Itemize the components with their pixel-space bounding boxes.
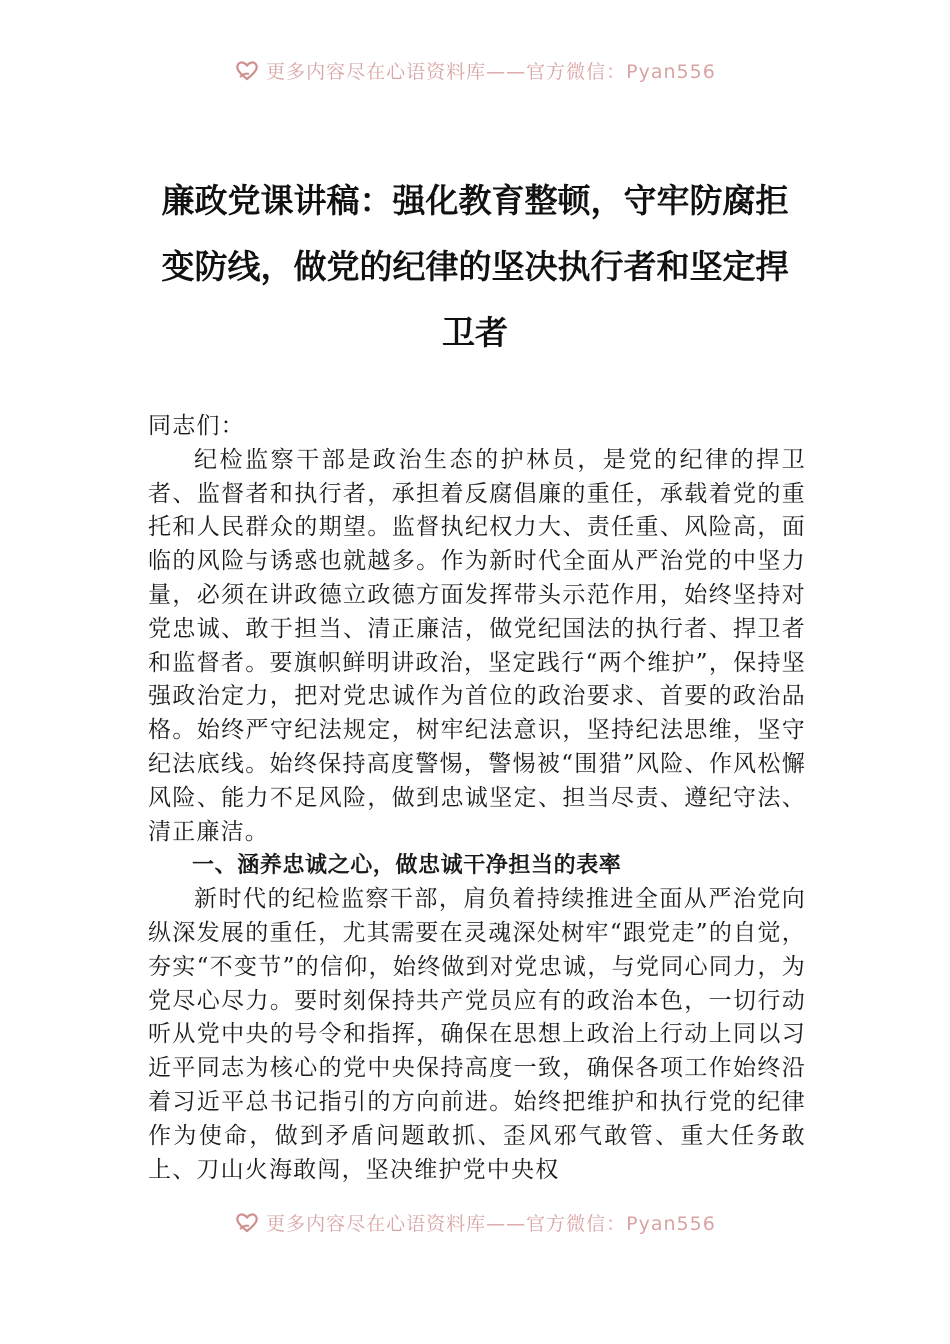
salutation: 同志们： [148,413,245,439]
heart-logo-icon [234,1209,260,1235]
watermark-text: 更多内容尽在心语资料库——官方微信：Pyan556 [266,1212,716,1235]
watermark-text: 更多内容尽在心语资料库——官方微信：Pyan556 [266,60,716,83]
watermark-footer [0,1206,950,1238]
heart-logo-icon [234,57,260,83]
document-body [148,410,806,1187]
body-paragraph: 新时代的纪检监察干部，肩负着持续推进全面从严治党向纵深发展的重任，尤其需要在灵魂深处树牢“跟党走”的自觉，夯实“不变节”的信仰，始终做到对党忠诚，与党同心同力，为党尽心尽力。要时刻保持共产党员应有的政治本色，一切行动听从党中央的号令和指挥，确保在思想上政治上行动上同以习近平同志为核心的党中央保持高度一致，确保各项工作始终沿着习近平总书记指引的方向前进。始终把维护和执行党的纪律作为使命，做到矛盾问题敢抓、歪风邪气敢管、重大任务敢上、刀山火海敢闯，坚决维护党中央权 [148,886,806,1183]
section-heading: 一、涵养忠诚之心，做忠诚干净担当的表率 [192,853,622,879]
body-paragraph: 纪检监察干部是政治生态的护林员，是党的纪律的捍卫者、监督者和执行者，承担着反腐倡廉的重任，承载着党的重托和人民群众的期望。监督执纪权力大、责任重、风险高，面临的风险与诱惑也就越多。作为新时代全面从严治党的中坚力量，必须在讲政德立政德方面发挥带头示范作用，始终坚持对党忠诚、敢于担当、清正廉洁，做党纪国法的执行者、捍卫者和监督者。要旗帜鲜明讲政治，坚定践行“两个维护”，保持坚强政治定力，把对党忠诚作为首位的政治要求、首要的政治品格。始终严守纪法规定，树牢纪法意识，坚持纪法思维，坚守纪法底线。始终保持高度警惕，警惕被“围猎”风险、作风松懈风险、能力不足风险，做到忠诚坚定、担当尽责、遵纪守法、清正廉洁。 [148,446,806,845]
watermark-header [0,54,950,86]
document-title: 廉政党课讲稿：强化教育整顿，守牢防腐拒变防线，做党的纪律的坚决执行者和坚定捍卫者 [161,181,789,352]
